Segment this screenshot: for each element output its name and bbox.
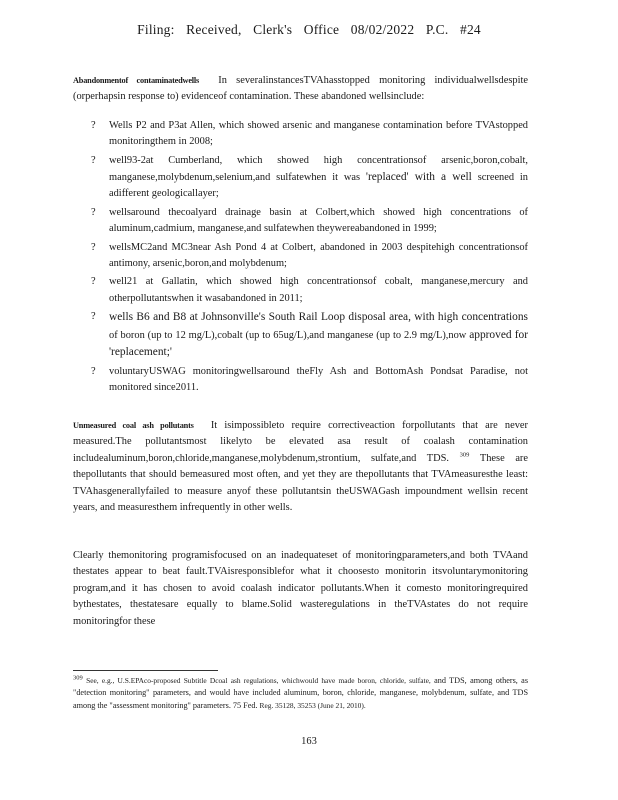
footnote-divider: [73, 670, 218, 671]
bullet-glyph: ?: [91, 206, 96, 218]
bullet-glyph: ?: [91, 119, 96, 131]
intro-text: In severalinstancesTVAhasstopped monitoring individualwellsdespite (orperhapsin response to) evidenceof contamination. These abandoned wellsinclude:: [73, 75, 528, 103]
list-item: ? wellsaround thecoalyard drainage basin at Colbert,which showed high concentrations of aluminum,cadmium, manganese,and sulfatewhen theywereabandoned in 1999;: [91, 206, 528, 235]
bullet-glyph: ?: [91, 365, 96, 377]
section-intro-paragraph: [73, 73, 528, 106]
list-item: ? well93-2at Cumberland, which showed high concentrationsof arsenic,boron,cobalt, manganese,molybdenum,selenium,and sulfatewhen it was 'replaced' with a well screened in adifferent geologicallayer;: [91, 154, 529, 200]
bullet-glyph: ?: [91, 311, 96, 323]
list-item: ? Wells P2 and P3at Allen, which showed arsenic and manganese contamination before TVAstopped monitoringthem in 2008;: [91, 119, 528, 148]
section-heading: Abandonmentof contaminatedwells: [73, 76, 200, 85]
unmeasured-paragraph: Unmeasured coal ash pollutants It isimpossibleto require correctiveaction forpollutants that are never measured.The pollutantsmost likelyto be elevated asa result of coalash contamination includealuminum,boron,chloride,manganese,molybdenum,strontium, sulfate,and TDS. $^{309}$ These are thepollutants that should bemeasured most often, and yet they are thepollutants that TVAmeasuresthe least: TVAhasgenerallyfailed to measure anyof these pollutantsin theUSWAGash impoundment wellsin recent years, and measuresthem infrequently in other wells.: [73, 420, 529, 514]
section-heading: Unmeasured coal ash pollutants: [73, 421, 194, 430]
abandoned-wells-list: [73, 118, 528, 397]
bullet-glyph: ?: [91, 276, 96, 288]
list-item: ? wellsMC2and MC3near Ash Pond 4 at Colbert, abandoned in 2003 despitehigh concentrationsof antimony, arsenic,boron,and molybdenum;: [91, 241, 528, 270]
filing-header: Filing: Received, Clerk's Office 08/02/2022 P.C. #24: [137, 22, 481, 37]
list-item: ? wells B6 and B8 at Johnsonville's South Rail Loop disposal area, with high concentrations of boron (up to 12 mg/L),cobalt (up to 65ug/L),and manganese (up to 2.9 mg/L),now approved for 'replacement;': [91, 311, 528, 359]
list-item: ? well21 at Gallatin, which showed high concentrationsof cobalt, manganese,mercury and otherpollutantswhen it wasabandoned in 2011;: [91, 276, 528, 304]
bullet-glyph: ?: [91, 241, 96, 253]
monitoring-paragraph: Clearly themonitoring programisfocused on an inadequateset of monitoringparameters,and both TVAand thestates appear to beat fault.TVAisresponsiblefor what it choosesto monitorin itsvoluntarymonitoring program,and it has chosen to avoid coalash indicator pollutants.When it comesto monitoringrequired bythestates, thestatesare equally to blame.Solid wasteregulations in theTVAstates do not require monitoringfor these: [73, 550, 528, 627]
footnote-number: 309: [73, 674, 83, 682]
section-unmeasured-pollutants: [73, 418, 528, 516]
section-abandoned-wells: [73, 73, 528, 398]
footnote: $^{309}$ See, e.g., U.S.EPAco-proposed Subtitle Dcoal ash regulations, whichwould have made boron, chloride, sulfate, and TDS, among others, as "detection monitoring" parameters, and would have included aluminum, boron, chloride, manganese, molybdenum, sulfate, and TDS among the "assessment monitoring" parameters. 75 Fed. Reg. 35128, 35253 (June 21, 2010).: [73, 674, 529, 710]
footnote-ref[interactable]: 309: [459, 451, 470, 459]
section-monitoring-focus: [73, 548, 528, 630]
page-number: 163: [301, 736, 317, 747]
list-item: ? voluntaryUSWAG monitoringwellsaround theFly Ash and BottomAsh Pondsat Paradise, not monitored since2011.: [91, 365, 528, 393]
bullet-glyph: ?: [91, 154, 96, 166]
